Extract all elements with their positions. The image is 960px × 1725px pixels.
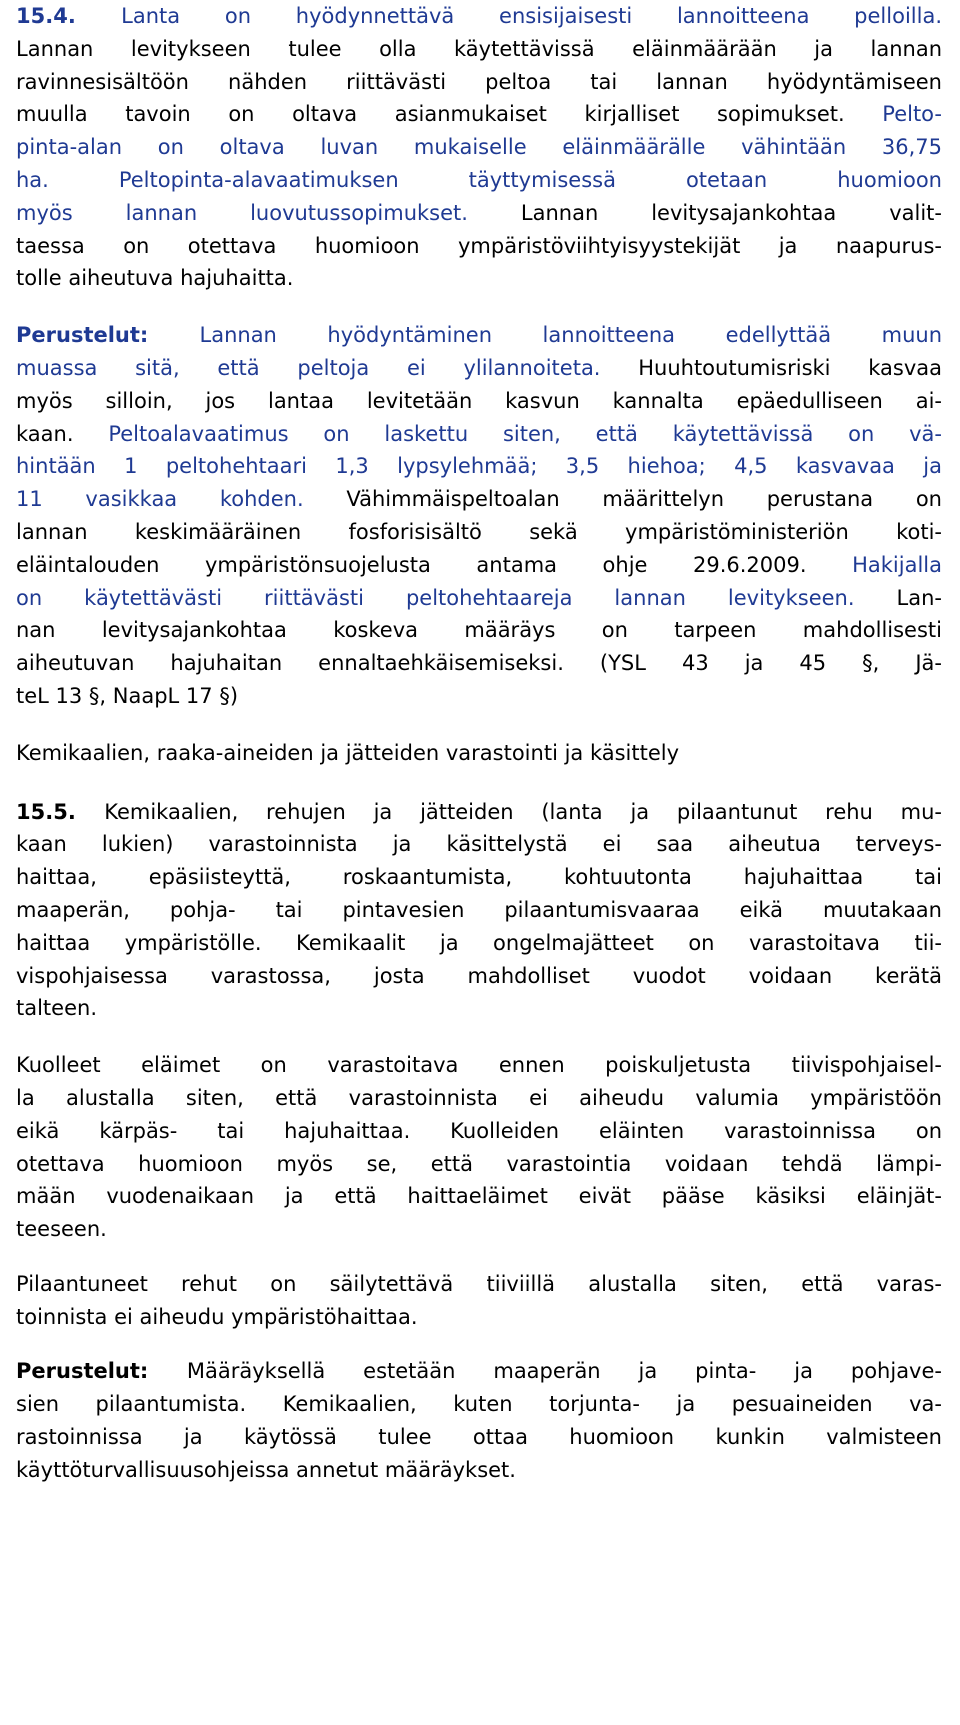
text-run: rastoinnissa ja käytössä tulee ottaa huomioon kunkin valmisteen [16, 1425, 942, 1450]
text-run: la alustalla siten, että varastoinnista ei aiheudu valumia ympäristöön [16, 1085, 942, 1110]
text-run: haittaa, epäsiisteyttä, roskaantumista, kohtuutonta hajuhaittaa tai [16, 865, 942, 890]
paragraph-gap [16, 1246, 942, 1268]
text-line [16, 614, 942, 647]
document-body [16, 0, 942, 1487]
text-line [16, 549, 942, 582]
text-run: muassa sitä, että peltoja ei ylilannoiteta. [16, 355, 639, 380]
text-run: Lannan levitysajankohtaa valit- [520, 200, 942, 225]
text-run: myös silloin, jos lantaa levitetään kasvun kannalta epäedulliseen ai- [16, 388, 942, 413]
text-run: hintään 1 peltohehtaari 1,3 lypsylehmää; 3,5 hiehoa; 4,5 kasvavaa ja [16, 454, 942, 479]
text-line [16, 230, 942, 263]
text-run: Huuhtoutumisriski kasvaa [638, 355, 942, 380]
text-run: kaan lukien) varastoinnista ja käsittelystä ei saa aiheutua terveys- [16, 832, 942, 857]
section-heading [16, 737, 942, 770]
text-line [16, 418, 942, 451]
text-run: tolle aiheutuva hajuhaitta. [16, 266, 294, 291]
text-run: maaperän, pohja- tai pintavesien pilaantumisvaaraa eikä muutakaan [16, 897, 942, 922]
text-line [16, 1454, 942, 1487]
paragraph-gap [16, 770, 942, 796]
text-run: on käytettävästi riittävästi peltohehtaareja lannan levitykseen. [16, 585, 897, 610]
text-run: Kuolleet eläimet on varastoitava ennen poiskuljetusta tiivispohjaisel- [16, 1053, 942, 1078]
text-run: ha. Peltopinta-alavaatimuksen täyttymisessä otetaan huomioon [16, 167, 942, 192]
text-run: kaan. [16, 421, 109, 446]
paragraph-gap [16, 1333, 942, 1355]
text-line [16, 450, 942, 483]
text-run: Pilaantuneet rehut on säilytettävä tiiviillä alustalla siten, että varas- [16, 1271, 942, 1296]
bold-label: Perustelut: [16, 1359, 187, 1384]
text-run: nan levitysajankohtaa koskeva määräys on tarpeen mahdollisesti [16, 618, 942, 643]
text-line [16, 1049, 942, 1082]
text-line [16, 796, 942, 829]
text-run: Lanta on hyödynnettävä ensisijaisesti lannoitteena pelloilla. [121, 4, 942, 28]
text-run: Vähimmäispeltoalan määrittelyn perustana on [346, 487, 942, 512]
paragraph-gap [16, 713, 942, 737]
text-run: haittaa ympäristölle. Kemikaalit ja ongelmajätteet on varastoitava tii- [16, 930, 942, 955]
text-line [16, 1213, 942, 1246]
text-line [16, 0, 942, 33]
text-run: teeseen. [16, 1217, 107, 1242]
paragraph [16, 1268, 942, 1334]
text-line [16, 262, 942, 295]
paragraph [16, 796, 942, 1026]
text-line [16, 33, 942, 66]
text-run: lannan keskimääräinen fosforisisältö sekä ympäristöministeriön koti- [16, 519, 942, 544]
text-line [16, 483, 942, 516]
text-run: muulla tavoin on oltava asianmukaiset kirjalliset sopimukset. [16, 102, 883, 127]
text-run: sien pilaantumista. Kemikaalien, kuten torjunta- ja pesuaineiden va- [16, 1392, 942, 1417]
text-run: Lannan levitykseen tulee olla käytettävissä eläinmäärään ja lannan [16, 36, 942, 61]
text-line [16, 352, 942, 385]
paragraph-gap [16, 295, 942, 319]
text-line [16, 1301, 942, 1334]
text-line [16, 197, 942, 230]
text-run: taessa on otettava huomioon ympäristöviihtyisyystekijät ja naapurus- [16, 233, 942, 258]
text-run: teL 13 §, NaapL 17 §) [16, 683, 239, 708]
text-line [16, 1268, 942, 1301]
text-line [16, 1355, 942, 1388]
text-run: Hakijalla [852, 552, 942, 577]
text-line [16, 680, 942, 713]
text-run: Lan- [896, 585, 942, 610]
text-line [16, 1180, 942, 1213]
text-run: Määräyksellä estetään maaperän ja pinta- ja pohjave- [186, 1359, 942, 1384]
text-run: eläintalouden ympäristönsuojelusta antama ohje 29.6.2009. [16, 552, 853, 577]
text-run: Peltoalavaatimus on laskettu siten, että käytettävissä on vä- [108, 421, 942, 446]
bold-label: Perustelut: [16, 323, 200, 348]
text-line [16, 1082, 942, 1115]
text-run: Kemikaalien, rehujen ja jätteiden (lanta ja pilaantunut rehu mu- [104, 799, 942, 824]
paragraph-gap [16, 1025, 942, 1049]
text-run: Kemikaalien, raaka-aineiden ja jätteiden varastointi ja käsittely [16, 740, 680, 765]
paragraph [16, 0, 942, 295]
text-line [16, 861, 942, 894]
text-run: toinnista ei aiheudu ympäristöhaittaa. [16, 1304, 418, 1329]
text-line [16, 98, 942, 131]
text-run: ravinnesisältöön nähden riittävästi peltoa tai lannan hyödyntämiseen [16, 69, 942, 94]
text-line [16, 1388, 942, 1421]
paragraph [16, 1049, 942, 1246]
bold-label: 15.5. [16, 799, 105, 824]
text-line [16, 1148, 942, 1181]
paragraph [16, 319, 942, 713]
text-run: vispohjaisessa varastossa, josta mahdolliset vuodot voidaan kerätä [16, 963, 942, 988]
text-line [16, 385, 942, 418]
text-run: talteen. [16, 996, 97, 1021]
text-line [16, 828, 942, 861]
text-line [16, 927, 942, 960]
text-line [16, 894, 942, 927]
text-line [16, 1115, 942, 1148]
text-run: mään vuodenaikaan ja että haittaeläimet eivät pääse käsiksi eläinjät- [16, 1184, 942, 1209]
text-line [16, 992, 942, 1025]
text-run: otettava huomioon myös se, että varastointia voidaan tehdä lämpi- [16, 1151, 942, 1176]
text-run: pinta-alan on oltava luvan mukaiselle eläinmäärälle vähintään 36,75 [16, 135, 942, 160]
text-line [16, 516, 942, 549]
text-line [16, 582, 942, 615]
text-run: 11 vasikkaa kohden. [16, 487, 347, 512]
text-run: Lannan hyödyntäminen lannoitteena edellyttää muun [199, 323, 942, 348]
text-line [16, 960, 942, 993]
text-run: Pelto- [882, 102, 942, 127]
text-line [16, 1421, 942, 1454]
text-line [16, 647, 942, 680]
bold-label: 15.4. [16, 4, 122, 28]
paragraph [16, 1355, 942, 1486]
text-line [16, 66, 942, 99]
text-run: myös lannan luovutussopimukset. [16, 200, 521, 225]
text-run: aiheutuvan hajuhaitan ennaltaehkäisemiseksi. (YSL 43 ja 45 §, Jä- [16, 651, 942, 676]
text-line [16, 131, 942, 164]
text-line [16, 737, 942, 770]
text-line [16, 164, 942, 197]
text-run: eikä kärpäs- tai hajuhaittaa. Kuolleiden eläinten varastoinnissa on [16, 1118, 942, 1143]
text-line [16, 319, 942, 352]
text-run: käyttöturvallisuusohjeissa annetut määräykset. [16, 1457, 516, 1482]
